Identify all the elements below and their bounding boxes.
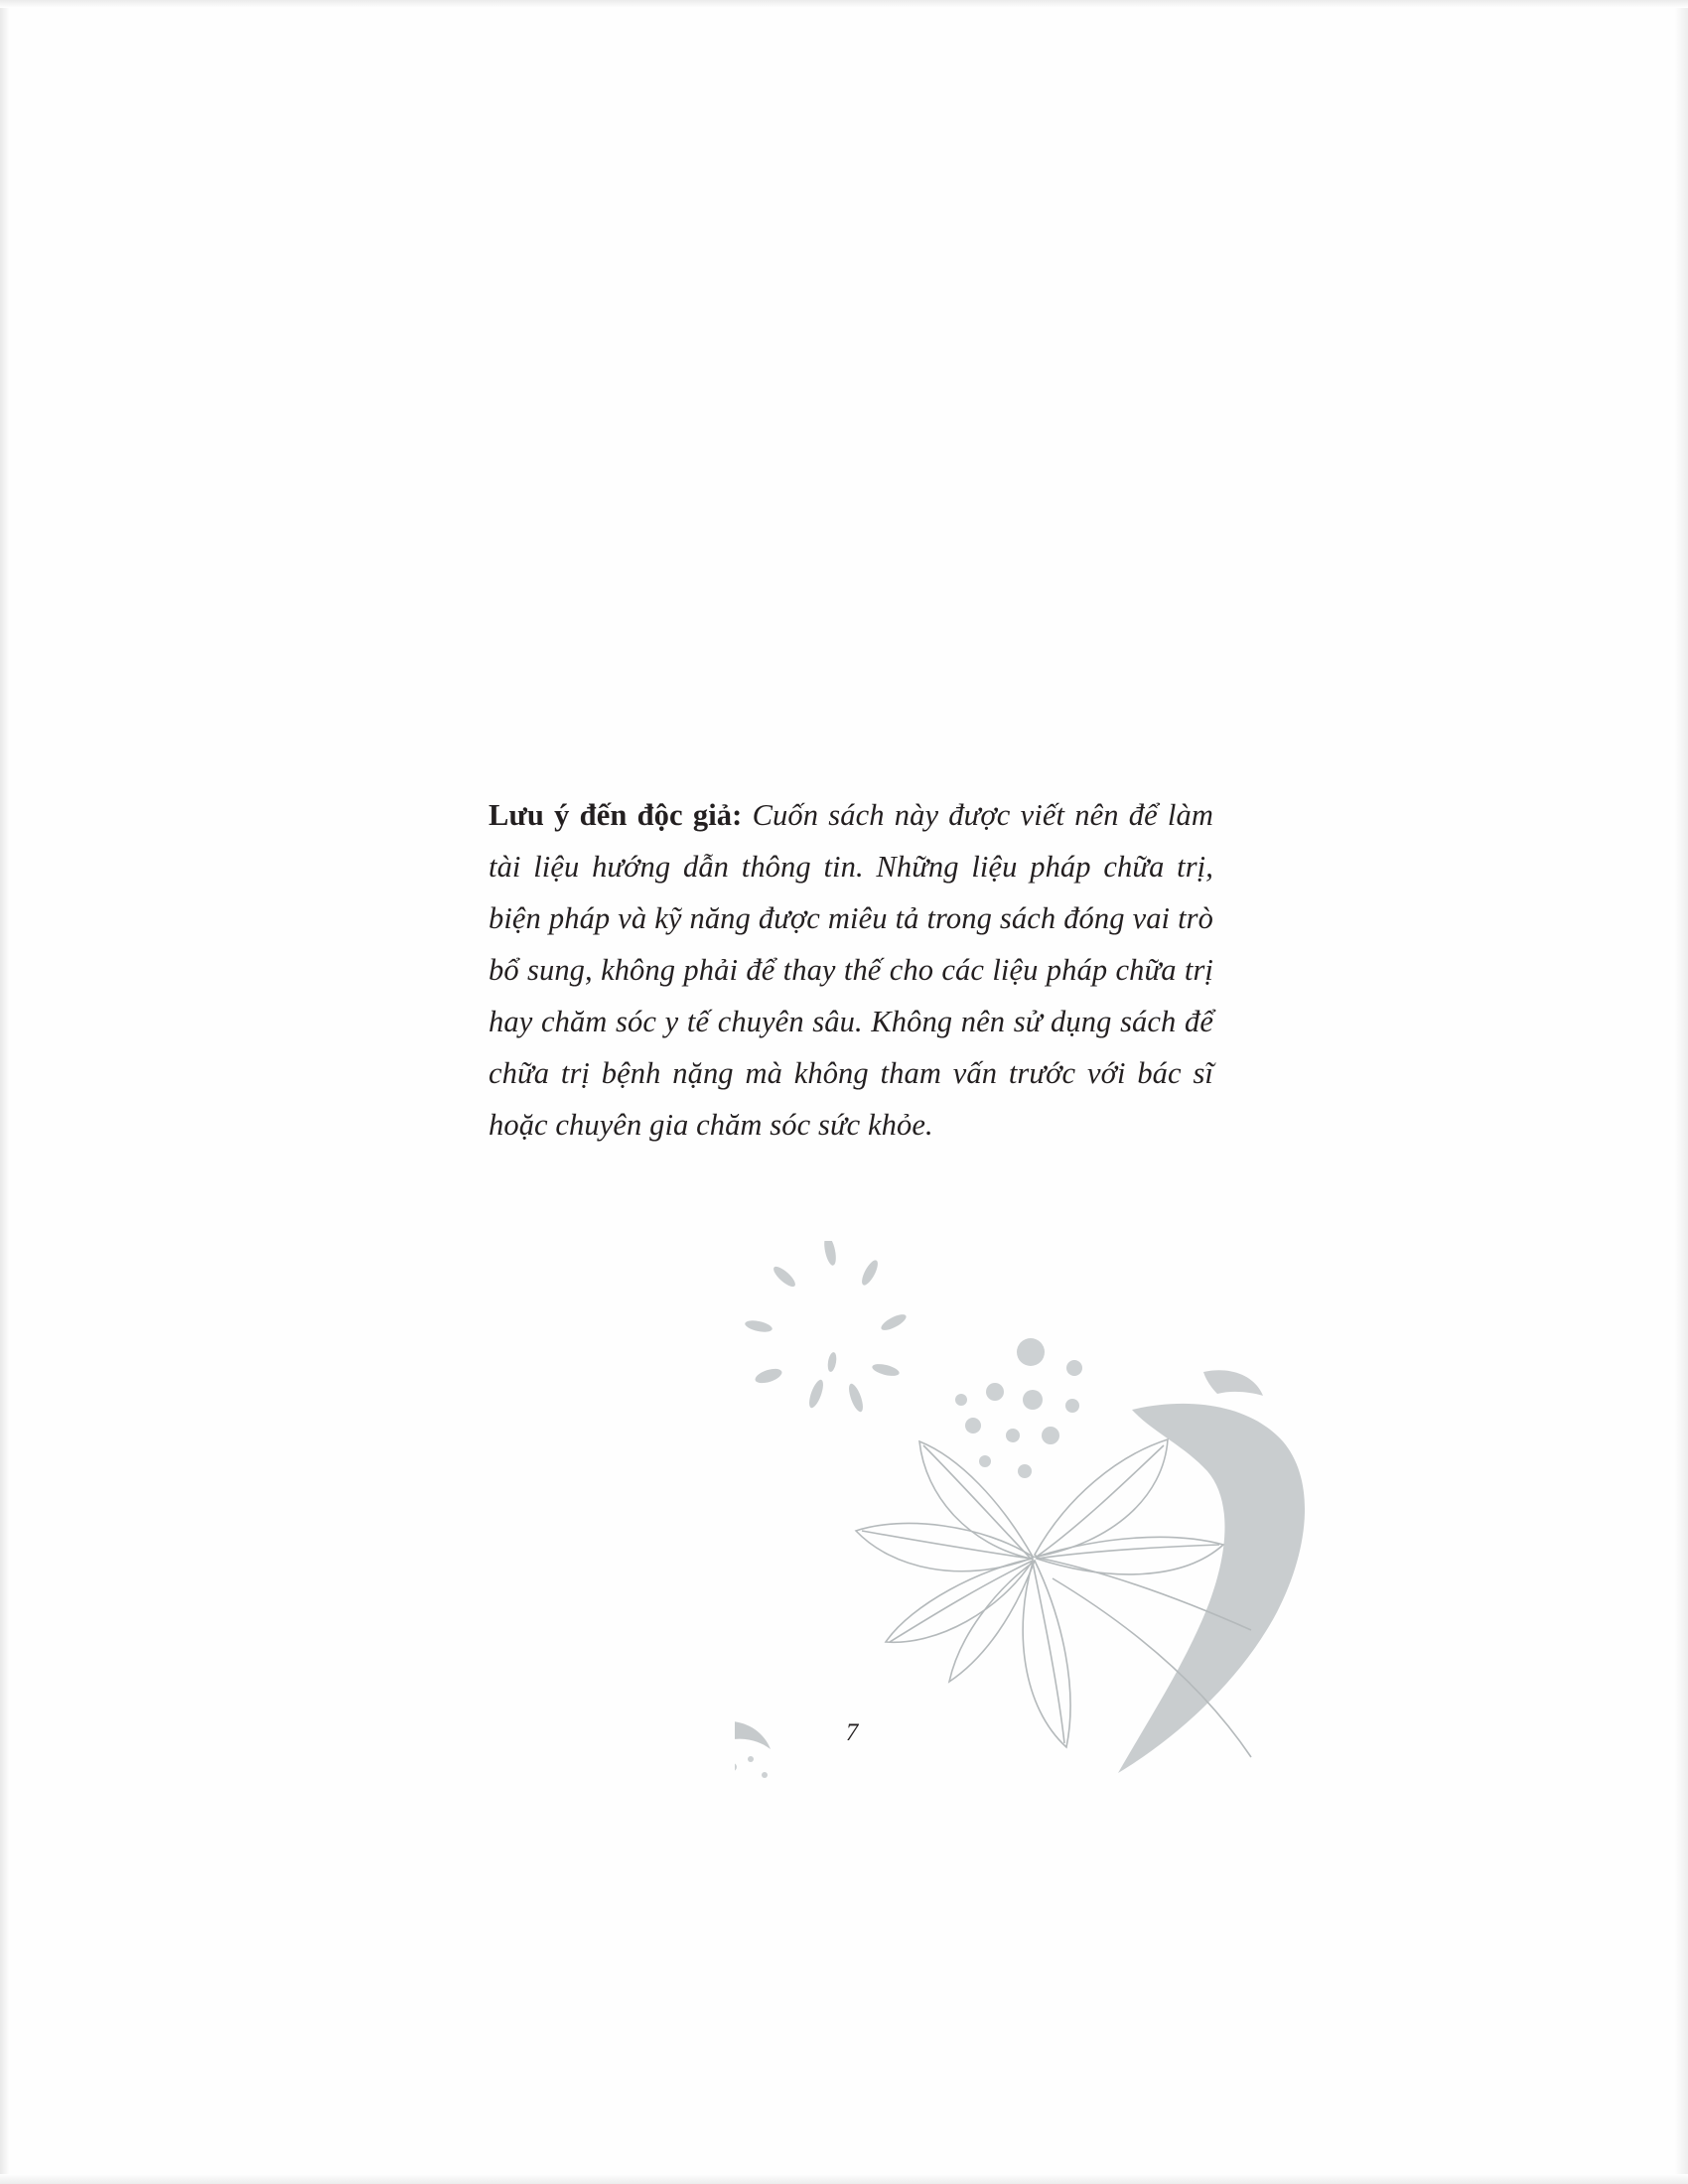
reader-note-block — [489, 789, 1213, 1151]
reader-note-paragraph — [489, 789, 1213, 1151]
reader-note-body: Cuốn sách này được viết nên để làm tài liệu hướng dẫn thông tin. Những liệu pháp chữa trị, biện pháp và kỹ năng được miêu tả trong sách đóng vai trò bổ sung, không phải để thay thế cho các liệu pháp chữa trị hay chăm sóc y tế chuyên sâu. Không nên sử dụng sách để chữa trị bệnh nặng mà không tham vấn trước với bác sĩ hoặc chuyên gia chăm sóc sức khỏe. — [489, 798, 1213, 1142]
brush-stroke-icon — [1118, 1370, 1305, 1773]
page-edge-shadow-bottom — [0, 2174, 1688, 2184]
petal-burst-icon — [744, 1241, 908, 1414]
crescent-swoosh-icon — [735, 1721, 771, 1782]
botanical-leaf-ornament — [735, 1241, 1360, 1866]
dot-cluster-icon — [955, 1338, 1082, 1478]
reader-note-lead-label: Lưu ý đến độc giả: — [489, 798, 743, 832]
page-edge-shadow-left — [0, 0, 10, 2184]
leaf-outline-icon — [856, 1439, 1251, 1757]
page-edge-shadow-top — [0, 0, 1688, 8]
page-number: 7 — [845, 1719, 859, 1746]
page-edge-shadow-right — [1674, 0, 1688, 2184]
